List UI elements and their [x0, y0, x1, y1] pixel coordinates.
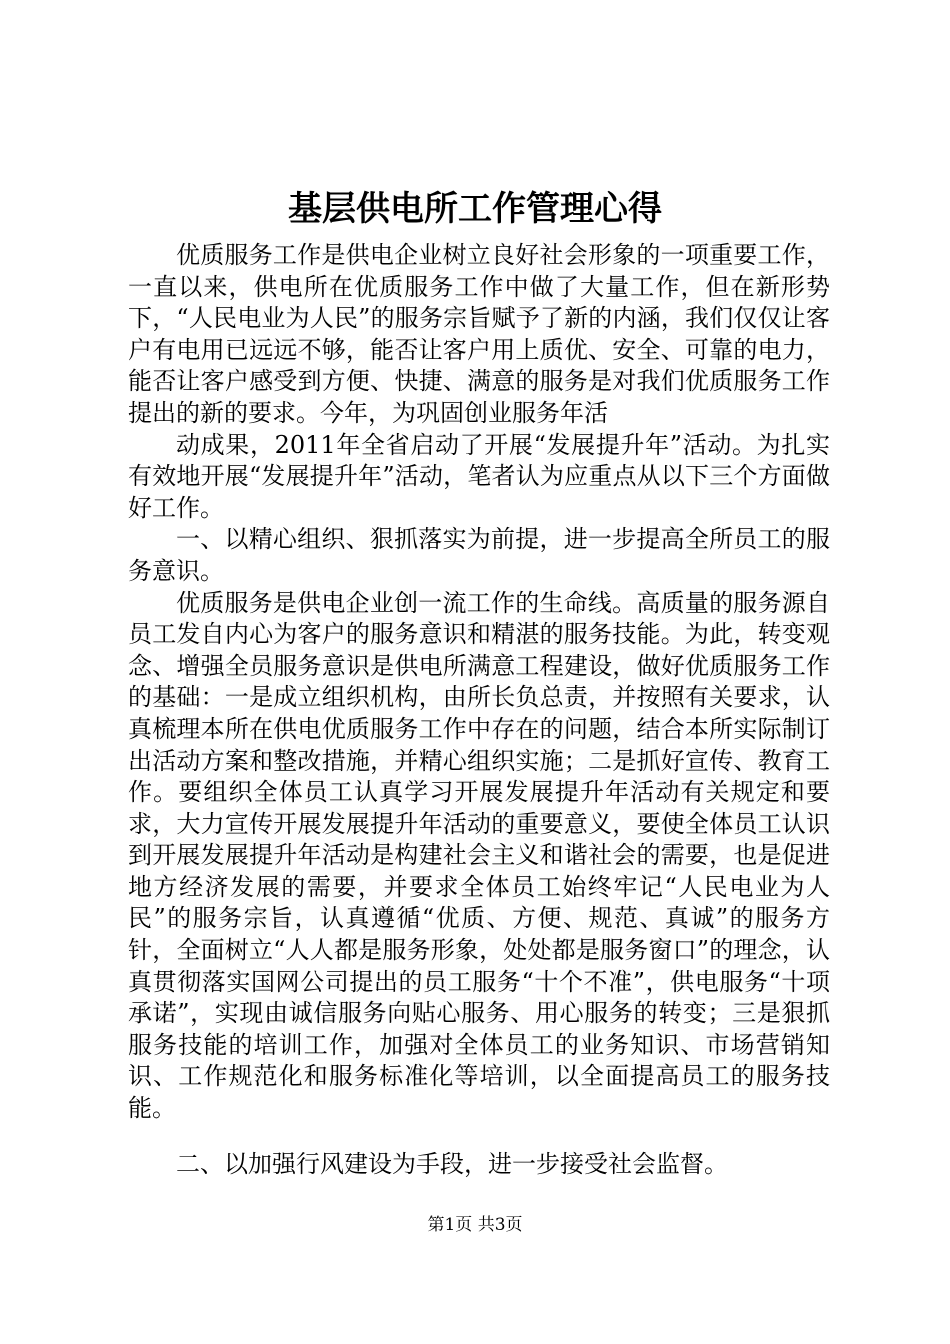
page-footer: 第1页 共3页	[427, 1215, 523, 1235]
document-body	[128, 240, 830, 1180]
section-heading-1: 一、以精心组织、狠抓落实为前提，进一步提高全所员工的服务意识。	[128, 525, 830, 585]
document-title: 基层供电所工作管理心得	[288, 189, 662, 229]
paragraph-section-1-body: 优质服务是供电企业创一流工作的生命线。高质量的服务源自员工发自内心为客户的服务意识和精湛的服务技能。为此，转变观念、增强全员服务意识是供电所满意工程建设，做好优质服务工作的基础：一是成立组织机构，由所长负总责，并按照有关要求，认真梳理本所在供电优质服务工作中存在的问题，结合本所实际制订出活动方案和整改措施，并精心组织实施；二是抓好宣传、教育工作。要组织全体员工认真学习开展发展提升年活动有关规定和要求，大力宣传开展发展提升年活动的重要意义，要使全体员工认识到开展发展提升年活动是构建社会主义和谐社会的需要，也是促进地方经济发展的需要，并要求全体员工始终牢记“人民电业为人民”的服务宗旨，认真遵循“优质、方便、规范、真诚”的服务方针，全面树立“人人都是服务形象，处处都是服务窗口”的理念，认真贯彻落实国网公司提出的员工服务“十个不准”，供电服务“十项承诺”，实现由诚信服务向贴心服务、用心服务的转变；三是狠抓服务技能的培训工作，加强对全体员工的业务知识、市场营销知识、工作规范化和服务标准化等培训，以全面提高员工的服务技能。	[128, 588, 830, 1123]
paragraph-intro: 优质服务工作是供电企业树立良好社会形象的一项重要工作，一直以来，供电所在优质服务工作中做了大量工作，但在新形势下，“人民电业为人民”的服务宗旨赋予了新的内涵，我们仅仅让客户有电用已远远不够，能否让客户用上质优、安全、可靠的电力，能否让客户感受到方便、快捷、满意的服务是对我们优质服务工作提出的新的要求。今年，为巩固创业服务年活	[128, 241, 830, 427]
paragraph-activity: 动成果，2011年全省启动了开展“发展提升年”活动。为扎实有效地开展“发展提升年”活动，笔者认为应重点从以下三个方面做好工作。	[128, 430, 830, 522]
section-heading-2: 二、以加强行风建设为手段，进一步接受社会监督。	[176, 1149, 728, 1178]
